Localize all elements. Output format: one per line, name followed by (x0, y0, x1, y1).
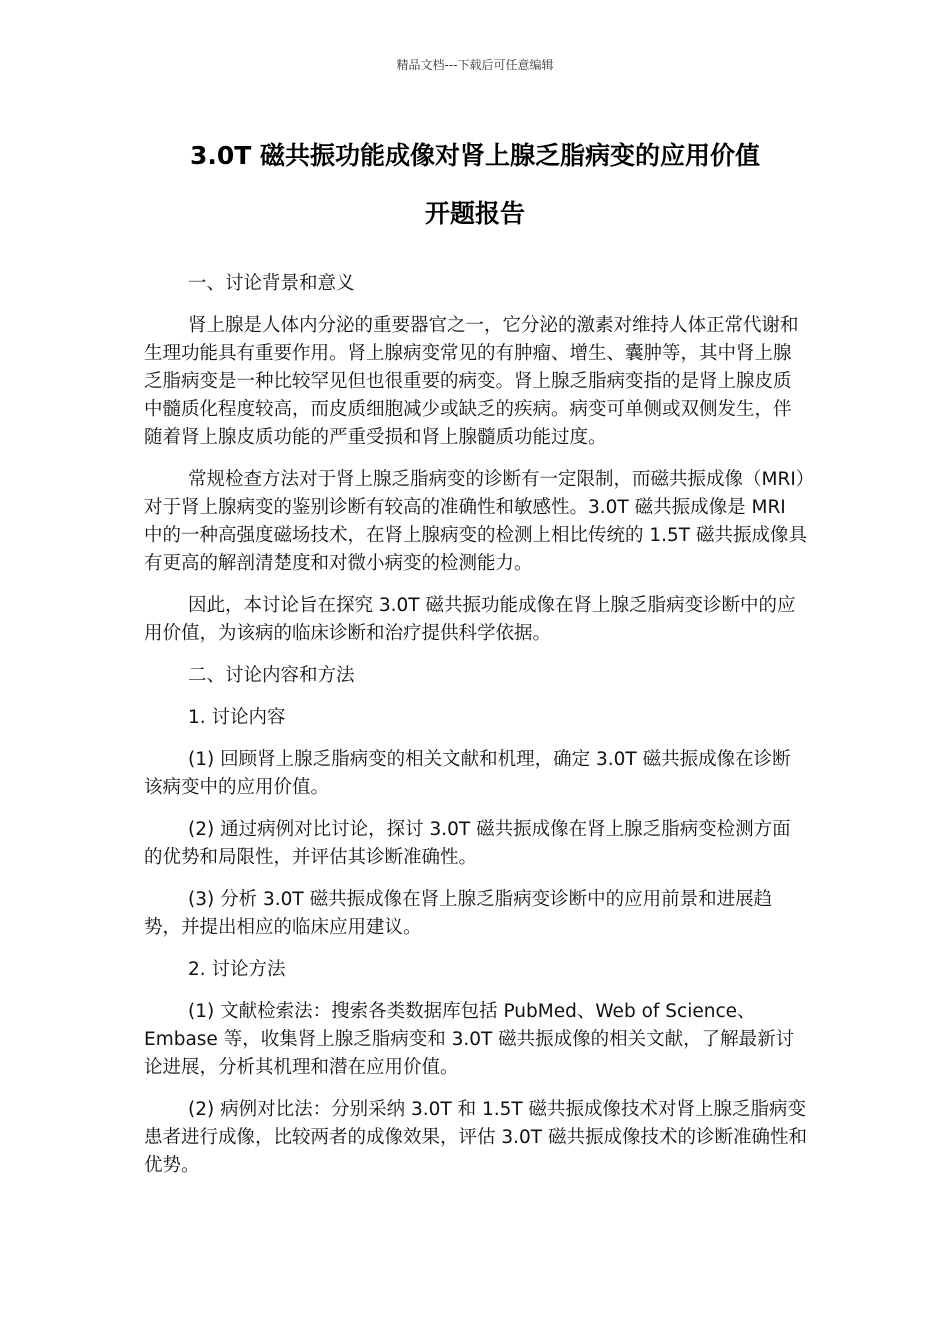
document-title-line-2: 开题报告 (424, 199, 525, 228)
paragraph-mri-methods: 常规检查方法对于肾上腺乏脂病变的诊断有一定限制，而磁共振成像（MRI）对于肾上腺病变的鉴别诊断有较高的准确性和敏感性。3.0T 磁共振成像是 MRI 中的一种高强度磁场技术，在肾上腺病变的检测上相比传统的 1.5T 磁共振成像具有更高的解剖清楚度和对微小病变的检测能力。 (144, 469, 807, 574)
paragraph-research-aim: 因此，本讨论旨在探究 3.0T 磁共振功能成像在肾上腺乏脂病变诊断中的应用价值，为该病的临床诊断和治疗提供科学依据。 (144, 595, 796, 644)
paragraph-adrenal-intro: 肾上腺是人体内分泌的重要器官之一，它分泌的激素对维持人体正常代谢和生理功能具有重要作用。肾上腺病变常见的有肿瘤、增生、囊肿等，其中肾上腺乏脂病变是一种比较罕见但也很重要的病变。肾上腺乏脂病变指的是肾上腺皮质中髓质化程度较高，而皮质细胞减少或缺乏的疾病。病变可单侧或双侧发生，伴随着肾上腺皮质功能的严重受损和肾上腺髓质功能过度。 (144, 315, 799, 448)
document-title-line-1: 3.0T 磁共振功能成像对肾上腺乏脂病变的应用价值 (189, 141, 761, 170)
page-header-note: 精品文档---下载后可任意编辑 (396, 58, 554, 72)
section-heading-background: 一、讨论背景和意义 (188, 273, 355, 294)
list-item-method-2: (2) 病例对比法：分别采纳 3.0T 和 1.5T 磁共振成像技术对肾上腺乏脂病变患者进行成像，比较两者的成像效果，评估 3.0T 磁共振成像技术的诊断准确性和优势。 (144, 1099, 807, 1176)
document-body (144, 270, 808, 1194)
list-item-content-3: (3) 分析 3.0T 磁共振成像在肾上腺乏脂病变诊断中的应用前景和进展趋势，并提出相应的临床应用建议。 (144, 889, 773, 938)
subheading-research-content: 1. 讨论内容 (188, 707, 286, 728)
subheading-research-methods: 2. 讨论方法 (188, 959, 286, 980)
list-item-method-1: (1) 文献检索法：搜索各类数据库包括 PubMed、Web of Science、Embase 等，收集肾上腺乏脂病变和 3.0T 磁共振成像的相关文献，了解最新讨论进展，分析其机理和潜在应用价值。 (144, 1001, 795, 1078)
list-item-content-2: (2) 通过病例对比讨论，探讨 3.0T 磁共振成像在肾上腺乏脂病变检测方面的优势和局限性，并评估其诊断准确性。 (144, 819, 791, 868)
list-item-content-1: (1) 回顾肾上腺乏脂病变的相关文献和机理，确定 3.0T 磁共振成像在诊断该病变中的应用价值。 (144, 749, 791, 798)
section-heading-content-methods: 二、讨论内容和方法 (188, 665, 355, 686)
